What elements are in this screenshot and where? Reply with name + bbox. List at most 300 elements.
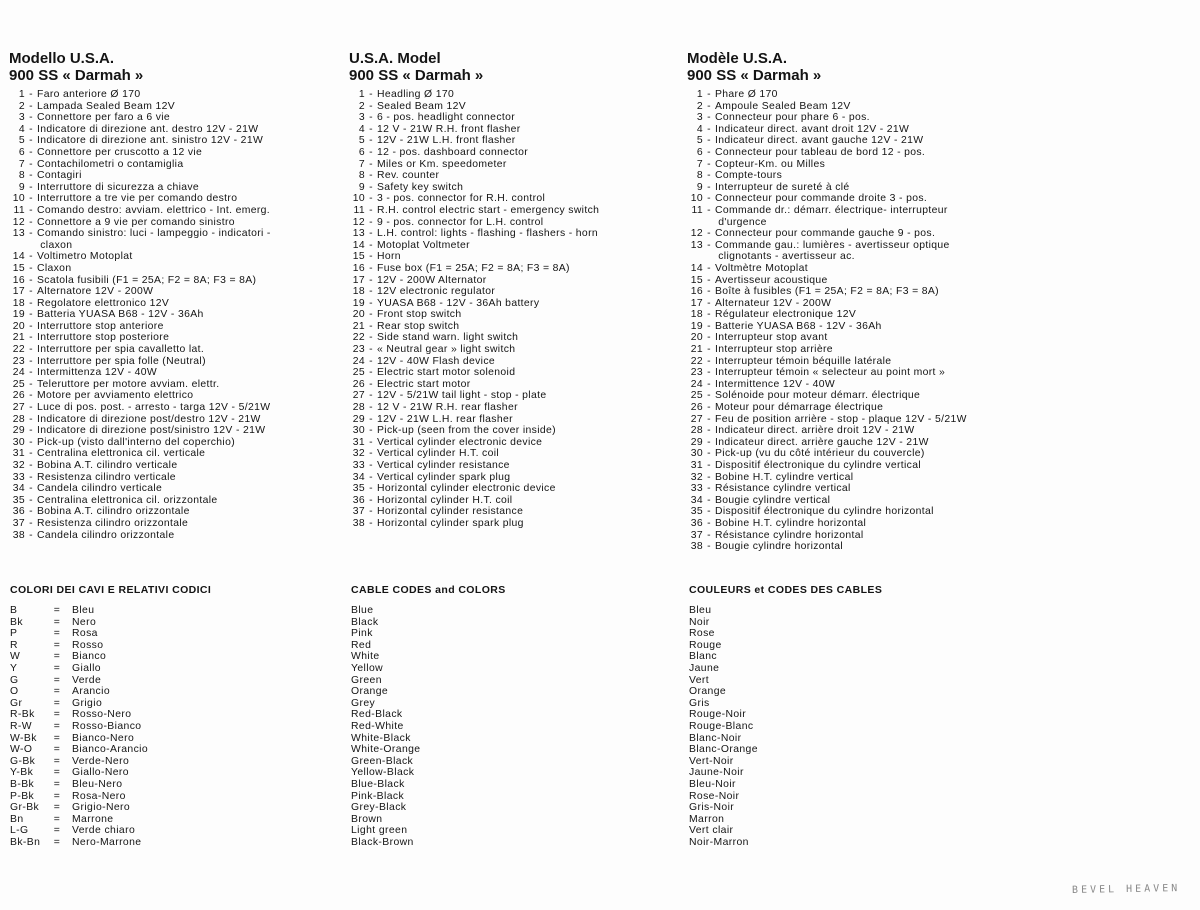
parts-list-item bbox=[349, 495, 679, 507]
part-number: 2 bbox=[18, 100, 25, 112]
part-number: 21 bbox=[690, 344, 703, 356]
cable-color-row bbox=[351, 825, 651, 837]
part-dash: - bbox=[707, 367, 711, 379]
part-dash: - bbox=[369, 204, 373, 216]
parts-list-item bbox=[349, 460, 679, 472]
parts-list-item bbox=[687, 228, 1027, 240]
part-description: 12 V - 21W R.H. front flasher bbox=[377, 123, 521, 135]
part-number: 17 bbox=[690, 297, 703, 309]
part-dash: - bbox=[369, 367, 373, 379]
parts-list-item bbox=[349, 472, 679, 484]
part-number: 27 bbox=[352, 390, 365, 402]
cable-code-row bbox=[10, 640, 310, 652]
french-cable-codes bbox=[689, 584, 989, 848]
part-dash: - bbox=[707, 297, 711, 309]
parts-list-item bbox=[349, 217, 679, 229]
cable-code: B bbox=[10, 605, 18, 616]
part-description: Dispositif électronique du cylindre vertical bbox=[715, 460, 921, 471]
cable-color-row bbox=[689, 651, 989, 663]
parts-list-item bbox=[9, 332, 339, 344]
italian-parts-list bbox=[9, 89, 339, 541]
cable-color-name: Rouge-Blanc bbox=[689, 720, 754, 732]
part-dash: - bbox=[29, 135, 33, 147]
part-description: Scatola fusibili (F1 = 25A; F2 = 8A; F3 = 8A) bbox=[37, 274, 257, 286]
cable-color-name: Jaune-Noir bbox=[689, 767, 744, 779]
cable-code: W-O bbox=[10, 744, 33, 756]
part-number: 10 bbox=[352, 193, 365, 205]
part-number: 28 bbox=[690, 425, 703, 437]
part-dash: - bbox=[369, 286, 373, 298]
parts-list-item bbox=[9, 367, 339, 379]
cable-color-name: Giallo bbox=[72, 662, 101, 674]
cable-code-row bbox=[10, 721, 310, 733]
part-dash: - bbox=[369, 332, 373, 344]
part-dash: - bbox=[707, 517, 711, 529]
part-number: 16 bbox=[690, 286, 703, 298]
part-dash: - bbox=[707, 355, 711, 367]
part-dash: - bbox=[707, 204, 711, 216]
part-description: Faro anteriore Ø 170 bbox=[37, 89, 141, 100]
part-description: Resistenza cilindro verticale bbox=[37, 471, 176, 483]
parts-list-item bbox=[349, 251, 679, 263]
cable-code-row bbox=[10, 779, 310, 791]
parts-list-item bbox=[687, 483, 1027, 495]
parts-list-item bbox=[9, 379, 339, 391]
part-dash: - bbox=[707, 309, 711, 321]
part-number: 9 bbox=[18, 181, 25, 193]
part-number: 18 bbox=[352, 286, 365, 298]
part-dash: - bbox=[369, 158, 373, 170]
parts-list-item bbox=[349, 124, 679, 136]
part-dash: - bbox=[369, 135, 373, 147]
part-description: Rear stop switch bbox=[377, 320, 460, 332]
part-dash: - bbox=[29, 204, 33, 216]
cable-color-row bbox=[351, 640, 651, 652]
part-description: Vertical cylinder H.T. coil bbox=[377, 448, 500, 460]
part-description: Indicateur direct. arrière gauche 12V - 21W bbox=[715, 436, 929, 448]
part-dash: - bbox=[369, 355, 373, 367]
cable-code: P bbox=[10, 628, 18, 640]
part-description: Intermittence 12V - 40W bbox=[715, 378, 836, 390]
part-dash: - bbox=[369, 460, 373, 471]
part-description: Luce di pos. post. - arresto - targa 12V - 5/21W bbox=[37, 402, 271, 414]
part-number: 6 bbox=[358, 146, 365, 158]
cable-color-row bbox=[351, 617, 651, 629]
part-number: 17 bbox=[352, 274, 365, 286]
part-description: Comando sinistro: luci - lampeggio - indicatori - claxon bbox=[37, 228, 271, 251]
part-description: Interruttore stop posteriore bbox=[37, 332, 170, 344]
part-dash: - bbox=[707, 448, 711, 460]
part-number: 28 bbox=[12, 413, 25, 425]
part-number: 38 bbox=[690, 541, 703, 553]
part-dash: - bbox=[707, 332, 711, 344]
equals-sign: = bbox=[53, 662, 61, 674]
part-dash: - bbox=[707, 274, 711, 286]
part-dash: - bbox=[707, 193, 711, 205]
cable-code-row bbox=[10, 605, 310, 617]
part-description: 6 - pos. headlight connector bbox=[377, 112, 516, 124]
part-number: 11 bbox=[691, 204, 703, 216]
part-number: 1 bbox=[18, 89, 25, 100]
parts-list-item bbox=[9, 170, 339, 182]
equals-sign: = bbox=[53, 628, 61, 640]
part-dash: - bbox=[29, 344, 33, 356]
part-dash: - bbox=[29, 274, 33, 286]
cable-color-name: Black-Brown bbox=[351, 836, 414, 848]
part-description: YUASA B68 - 12V - 36Ah battery bbox=[377, 297, 540, 309]
parts-list-item bbox=[687, 89, 1027, 101]
cable-color-row bbox=[351, 721, 651, 733]
part-number: 31 bbox=[12, 448, 25, 460]
parts-list-item bbox=[9, 530, 339, 542]
part-description: Bobina A.T. cilindro verticale bbox=[37, 460, 178, 471]
parts-list-item bbox=[9, 275, 339, 287]
part-number: 18 bbox=[690, 309, 703, 321]
parts-list-item bbox=[687, 402, 1027, 414]
part-description: Candela cilindro verticale bbox=[37, 483, 163, 495]
part-dash: - bbox=[29, 436, 33, 448]
part-number: 25 bbox=[12, 378, 25, 390]
part-number: 1 bbox=[358, 89, 365, 100]
part-description: Connecteur pour commande droite 3 - pos. bbox=[715, 193, 928, 205]
part-number: 29 bbox=[690, 436, 703, 448]
parts-list-item bbox=[9, 89, 339, 101]
part-number: 38 bbox=[12, 529, 25, 541]
part-description: Horizontal cylinder electronic device bbox=[377, 483, 556, 495]
part-dash: - bbox=[707, 378, 711, 390]
english-cable-codes bbox=[351, 584, 651, 848]
cable-color-name: Bianco bbox=[72, 651, 107, 663]
cable-color-name: Rosso bbox=[72, 639, 104, 651]
part-description: Batterie YUASA B68 - 12V - 36Ah bbox=[715, 320, 882, 332]
parts-list-item bbox=[9, 437, 339, 449]
part-number: 35 bbox=[352, 483, 365, 495]
part-description: Bobine H.T. cylindre horizontal bbox=[715, 517, 867, 529]
parts-list-item bbox=[9, 112, 339, 124]
cable-color-name: Noir-Marron bbox=[689, 836, 749, 848]
part-dash: - bbox=[707, 158, 711, 170]
part-dash: - bbox=[29, 529, 33, 541]
cable-color-row bbox=[689, 640, 989, 652]
part-description: Interrupteur de sureté à clé bbox=[715, 181, 850, 193]
part-number: 14 bbox=[12, 251, 25, 263]
english-subtitle: 900 SS « Darmah » bbox=[349, 67, 484, 84]
cable-color-name: Blanc bbox=[689, 651, 717, 663]
cable-code: O bbox=[10, 686, 19, 698]
parts-list-item bbox=[9, 147, 339, 159]
part-description: Résistance cylindre horizontal bbox=[715, 529, 864, 541]
cable-color-name: Rouge bbox=[689, 639, 722, 651]
part-number: 5 bbox=[18, 135, 25, 147]
part-dash: - bbox=[707, 170, 711, 182]
equals-sign: = bbox=[53, 732, 61, 744]
cable-color-name: Red-White bbox=[351, 720, 404, 732]
parts-list-item bbox=[349, 159, 679, 171]
part-description: Moteur pour démarrage électrique bbox=[715, 402, 884, 414]
french-codes-list bbox=[689, 605, 989, 848]
cable-color-row bbox=[351, 675, 651, 687]
parts-list-item bbox=[349, 332, 679, 344]
part-number: 35 bbox=[690, 506, 703, 518]
parts-list-item bbox=[687, 344, 1027, 356]
italian-codes-title: COLORI DEI CAVI E RELATIVI CODICI bbox=[10, 584, 212, 596]
part-number: 38 bbox=[352, 517, 365, 529]
part-description: Contachilometri o contamiglia bbox=[37, 158, 184, 170]
part-dash: - bbox=[29, 123, 33, 135]
part-dash: - bbox=[707, 483, 711, 495]
parts-list-item bbox=[687, 425, 1027, 437]
part-number: 10 bbox=[12, 193, 25, 205]
part-description: Rev. counter bbox=[377, 170, 440, 182]
parts-list-item bbox=[349, 379, 679, 391]
part-dash: - bbox=[707, 123, 711, 135]
part-dash: - bbox=[29, 216, 33, 228]
part-number: 7 bbox=[18, 158, 25, 170]
part-description: Voltimetro Motoplat bbox=[37, 251, 133, 263]
part-dash: - bbox=[29, 494, 33, 506]
parts-list-item bbox=[687, 506, 1027, 518]
parts-list-item bbox=[687, 182, 1027, 194]
part-number: 31 bbox=[690, 460, 703, 471]
parts-list-item bbox=[9, 124, 339, 136]
part-description: Motoplat Voltmeter bbox=[377, 239, 470, 251]
parts-list-item bbox=[9, 286, 339, 298]
cable-code: W bbox=[10, 651, 21, 663]
part-description: Compte-tours bbox=[715, 170, 783, 182]
part-description: 3 - pos. connector for R.H. control bbox=[377, 193, 546, 205]
part-number: 31 bbox=[352, 436, 365, 448]
part-dash: - bbox=[369, 309, 373, 321]
cable-color-row bbox=[351, 628, 651, 640]
equals-sign: = bbox=[53, 720, 61, 732]
cable-code-row bbox=[10, 686, 310, 698]
parts-list-item bbox=[349, 356, 679, 368]
cable-color-row bbox=[351, 791, 651, 803]
cable-code-row bbox=[10, 628, 310, 640]
part-number: 20 bbox=[12, 320, 25, 332]
part-number: 3 bbox=[696, 112, 703, 124]
cable-color-row bbox=[689, 791, 989, 803]
french-title: Modèle U.S.A. bbox=[687, 50, 788, 67]
part-dash: - bbox=[29, 320, 33, 332]
part-description: Centralina elettronica cil. orizzontale bbox=[37, 494, 218, 506]
part-number: 26 bbox=[690, 402, 703, 414]
part-number: 2 bbox=[358, 100, 365, 112]
parts-list-item bbox=[687, 205, 1027, 228]
part-number: 34 bbox=[690, 494, 703, 506]
part-number: 25 bbox=[690, 390, 703, 402]
parts-list-item bbox=[9, 309, 339, 321]
part-description: Bougie cylindre vertical bbox=[715, 494, 831, 506]
part-number: 19 bbox=[352, 297, 365, 309]
cable-code: Gr bbox=[10, 697, 23, 709]
part-description: Sealed Beam 12V bbox=[377, 100, 467, 112]
part-number: 22 bbox=[352, 332, 365, 344]
cable-color-name: Grigio bbox=[72, 697, 103, 709]
part-number: 37 bbox=[690, 529, 703, 541]
part-number: 14 bbox=[690, 262, 703, 274]
parts-list-item bbox=[687, 518, 1027, 530]
part-number: 27 bbox=[690, 413, 703, 425]
part-description: Pick-up (visto dall'interno del coperchio) bbox=[37, 436, 236, 448]
parts-list-item bbox=[687, 530, 1027, 542]
part-number: 13 bbox=[352, 228, 365, 240]
cable-code: Y-Bk bbox=[10, 767, 34, 779]
parts-list-item bbox=[687, 414, 1027, 426]
cable-color-name: Black bbox=[351, 616, 379, 628]
part-description: Lampada Sealed Beam 12V bbox=[37, 100, 176, 112]
part-number: 34 bbox=[12, 483, 25, 495]
part-description: Connettore a 9 vie per comando sinistro bbox=[37, 216, 235, 228]
part-number: 15 bbox=[690, 274, 703, 286]
parts-list-item bbox=[9, 483, 339, 495]
cable-color-row bbox=[689, 744, 989, 756]
part-dash: - bbox=[29, 460, 33, 471]
cable-code-row bbox=[10, 617, 310, 629]
part-number: 23 bbox=[690, 367, 703, 379]
cable-color-name: Rosso-Bianco bbox=[72, 720, 142, 732]
part-dash: - bbox=[29, 170, 33, 182]
part-dash: - bbox=[29, 146, 33, 158]
parts-list-item bbox=[687, 101, 1027, 113]
cable-code: Gr-Bk bbox=[10, 802, 40, 814]
part-dash: - bbox=[369, 436, 373, 448]
part-description: Interrupteur témoin béquille latérale bbox=[715, 355, 892, 367]
cable-color-name: Bleu bbox=[72, 605, 95, 616]
cable-code: Bk bbox=[10, 616, 23, 628]
cable-code-row bbox=[10, 651, 310, 663]
part-number: 3 bbox=[18, 112, 25, 124]
bevel-heaven-signature: BEVEL HEAVEN bbox=[1071, 883, 1181, 896]
parts-list-item bbox=[349, 182, 679, 194]
part-description: Indicateur direct. arrière droit 12V - 21W bbox=[715, 425, 915, 437]
parts-list-item bbox=[9, 298, 339, 310]
cable-color-row bbox=[351, 802, 651, 814]
part-description: Electric start motor solenoid bbox=[377, 367, 516, 379]
part-dash: - bbox=[707, 494, 711, 506]
part-number: 16 bbox=[12, 274, 25, 286]
cable-code: P-Bk bbox=[10, 790, 35, 802]
part-dash: - bbox=[29, 309, 33, 321]
part-description: Intermittenza 12V - 40W bbox=[37, 367, 158, 379]
english-codes-list bbox=[351, 605, 651, 848]
cable-code-row bbox=[10, 698, 310, 710]
cable-code-row bbox=[10, 767, 310, 779]
part-dash: - bbox=[29, 367, 33, 379]
part-number: 12 bbox=[690, 228, 703, 240]
part-number: 4 bbox=[358, 123, 365, 135]
french-column bbox=[687, 50, 1027, 553]
equals-sign: = bbox=[53, 825, 61, 837]
parts-list-item bbox=[349, 448, 679, 460]
part-description: Boîte à fusibles (F1 = 25A; F2 = 8A; F3 = 8A) bbox=[715, 286, 939, 298]
part-dash: - bbox=[369, 390, 373, 402]
part-number: 23 bbox=[352, 344, 365, 356]
part-description: Pick-up (seen from the cover inside) bbox=[377, 425, 556, 437]
cable-code: G-Bk bbox=[10, 755, 36, 767]
cable-code: W-Bk bbox=[10, 732, 37, 744]
part-number: 33 bbox=[12, 471, 25, 483]
parts-list-item bbox=[9, 402, 339, 414]
part-number: 36 bbox=[12, 506, 25, 518]
part-description: Bobina A.T. cilindro orizzontale bbox=[37, 506, 190, 518]
part-number: 24 bbox=[12, 367, 25, 379]
parts-list-item bbox=[349, 321, 679, 333]
parts-list-item bbox=[349, 112, 679, 124]
cable-color-row bbox=[689, 698, 989, 710]
part-description: Motore per avviamento elettrico bbox=[37, 390, 194, 402]
part-dash: - bbox=[707, 181, 711, 193]
part-number: 6 bbox=[18, 146, 25, 158]
part-number: 37 bbox=[12, 517, 25, 529]
part-description: Interruttore a tre vie per comando destro bbox=[37, 193, 238, 205]
part-description: R.H. control electric start - emergency switch bbox=[377, 204, 600, 216]
part-dash: - bbox=[29, 89, 33, 100]
cable-color-name: Verde-Nero bbox=[72, 755, 130, 767]
cable-color-row bbox=[351, 744, 651, 756]
equals-sign: = bbox=[53, 744, 61, 756]
part-description: Dispositif électronique du cylindre horizontal bbox=[715, 506, 934, 518]
part-description: Batteria YUASA B68 - 12V - 36Ah bbox=[37, 309, 204, 321]
part-number: 21 bbox=[352, 320, 365, 332]
part-dash: - bbox=[369, 251, 373, 263]
part-number: 9 bbox=[696, 181, 703, 193]
part-description: Bougie cylindre horizontal bbox=[715, 541, 844, 553]
cable-color-name: Rosa bbox=[72, 628, 98, 640]
part-dash: - bbox=[29, 506, 33, 518]
part-dash: - bbox=[29, 483, 33, 495]
equals-sign: = bbox=[53, 686, 61, 698]
cable-color-row bbox=[351, 733, 651, 745]
part-number: 12 bbox=[352, 216, 365, 228]
part-dash: - bbox=[29, 262, 33, 274]
cable-color-name: Noir bbox=[689, 616, 710, 628]
part-description: Interruttore stop anteriore bbox=[37, 320, 164, 332]
cable-color-row bbox=[689, 721, 989, 733]
part-number: 23 bbox=[12, 355, 25, 367]
parts-list-item bbox=[687, 309, 1027, 321]
part-dash: - bbox=[369, 494, 373, 506]
parts-list-item bbox=[349, 286, 679, 298]
part-description: Interrupteur témoin « selecteur au point mort » bbox=[715, 367, 946, 379]
part-description: Electric start motor bbox=[377, 378, 471, 390]
parts-list-item bbox=[687, 112, 1027, 124]
cable-color-row bbox=[351, 756, 651, 768]
parts-list-item bbox=[687, 135, 1027, 147]
equals-sign: = bbox=[53, 605, 61, 616]
part-number: 19 bbox=[690, 320, 703, 332]
part-description: Copteur-Km. ou Milles bbox=[715, 158, 826, 170]
part-description: 12V electronic regulator bbox=[377, 286, 496, 298]
parts-list-item bbox=[687, 356, 1027, 368]
parts-list-item bbox=[9, 460, 339, 472]
parts-list-item bbox=[9, 251, 339, 263]
part-number: 21 bbox=[12, 332, 25, 344]
part-number: 34 bbox=[352, 471, 365, 483]
parts-list-item bbox=[349, 228, 679, 240]
cable-color-row bbox=[689, 675, 989, 687]
part-number: 11 bbox=[353, 204, 365, 216]
part-dash: - bbox=[369, 123, 373, 135]
part-number: 35 bbox=[12, 494, 25, 506]
parts-list-item bbox=[687, 367, 1027, 379]
italian-subtitle: 900 SS « Darmah » bbox=[9, 67, 144, 84]
french-codes-title: COULEURS et CODES DES CABLES bbox=[689, 584, 883, 596]
part-dash: - bbox=[707, 320, 711, 332]
parts-list-item bbox=[349, 483, 679, 495]
parts-list-item bbox=[9, 518, 339, 530]
parts-list-item bbox=[9, 101, 339, 113]
